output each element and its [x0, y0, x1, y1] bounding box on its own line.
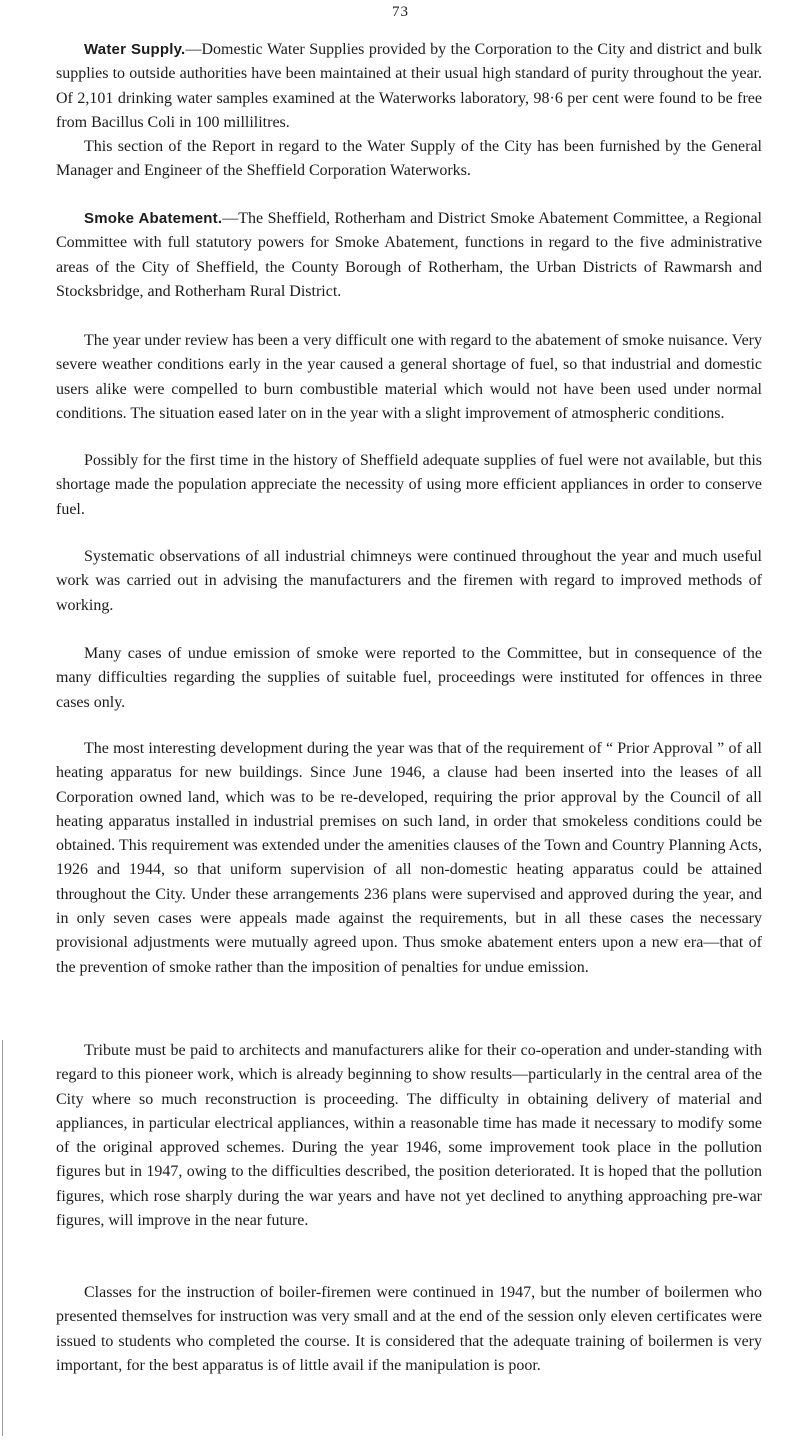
boiler-firemen-paragraph: Classes for the instruction of boiler-firemen were continued in 1947, but the number of boilermen who presented themselves for instruction was very small and at the end of the session only eleven certificates were issued to students who completed the course. It is considered that the adequate training of boilermen is very important, for the best apparatus is of little avail if the manipulation is poor.: [56, 1284, 762, 1374]
chimney-observations-paragraph: Systematic observations of all industrial chimneys were continued throughout the year and much useful work was carried out in advising the manufacturers and the firemen with regard to improved methods of working.: [56, 548, 762, 614]
smoke-abatement-heading: Smoke Abatement.: [84, 210, 223, 227]
fuel-shortage-paragraph: Possibly for the first time in the history of Sheffield adequate supplies of fuel were not available, but this shortage made the population appreciate the necessity of using more efficient appliances in order to conserve fuel.: [56, 452, 762, 518]
smoke-abatement-text: —The Sheffield, Rotherham and District Smoke Abatement Committee, a Regional Committee with full statutory powers for Smoke Abatement, functions in regard to the five administrative areas of the City of Sheffield, the County Borough of Rotherham, the Urban Districts of Rawmarsh and Stocksbridge, and Rotherham Rural District.: [56, 210, 762, 300]
water-supply-paragraph: [56, 38, 762, 135]
water-supply-text: —Domestic Water Supplies provided by the Corporation to the City and district and bulk supplies to outside authorities have been maintained at their usual high standard of purity throughout the year. Of 2,101 drinking water samples examined at the Waterworks laboratory, 98·6 per cent were found to be free from Bacillus Coli in 100 millilitres.: [56, 41, 763, 131]
page-number: 73: [392, 4, 409, 20]
smoke-abatement-paragraph: [56, 207, 762, 304]
water-supply-source-paragraph: This section of the Report in regard to the Water Supply of the City has been furnished by the General Manager and Engineer of the Sheffield Corporation Waterworks.: [56, 138, 762, 180]
undue-emission-paragraph: Many cases of undue emission of smoke were reported to the Committee, but in consequence of the many difficulties regarding the supplies of suitable fuel, proceedings were instituted for offences in three cases only.: [56, 645, 762, 711]
prior-approval-paragraph: The most interesting development during the year was that of the requirement of “ Prior Approval ” of all heating apparatus for new buildings. Since June 1946, a clause had been inserted into the leases of all Corporation owned land, which was to be re-developed, requiring the prior approval by the Council of all heating apparatus installed in industrial premises on such land, in order that smokeless conditions could be obtained. This requirement was extended under the amenities clauses of the Town and Country Planning Acts, 1926 and 1944, so that uniform supervision of all non-domestic heating apparatus could be attained throughout the City. Under these arrangements 236 plans were supervised and approved during the year, and in only seven cases were appeals made against the requirements, but in all these cases the necessary provisional adjustments were mutually agreed upon. Thus smoke abatement enters upon a new era—that of the prevention of smoke rather than the imposition of penalties for undue emission.: [56, 740, 762, 976]
tribute-paragraph: Tribute must be paid to architects and manufacturers alike for their co-operation and under-standing with regard to this pioneer work, which is already beginning to show results—particularly in the central area of the City where so much reconstruction is proceeding. The difficulty in obtaining delivery of material and appliances, in particular electrical appliances, within a reasonable time has made it necessary to modify some of the original approved schemes. During the year 1946, some improvement took place in the pollution figures but in 1947, owing to the difficulties described, the position deteriorated. It is hoped that the pollution figures, which rose sharply during the war years and have not yet declined to anything approaching pre-war figures, will improve in the near future.: [56, 1042, 762, 1230]
scan-edge-line: [2, 1040, 3, 1436]
year-under-review-paragraph: The year under review has been a very difficult one with regard to the abatement of smoke nuisance. Very severe weather conditions early in the year caused a general shortage of fuel, so that industrial and domestic users alike were compelled to burn combustible material which would not have been used under normal conditions. The situation eased later on in the year with a slight improvement of atmospheric conditions.: [56, 332, 762, 422]
water-supply-heading: Water Supply.: [84, 41, 186, 58]
